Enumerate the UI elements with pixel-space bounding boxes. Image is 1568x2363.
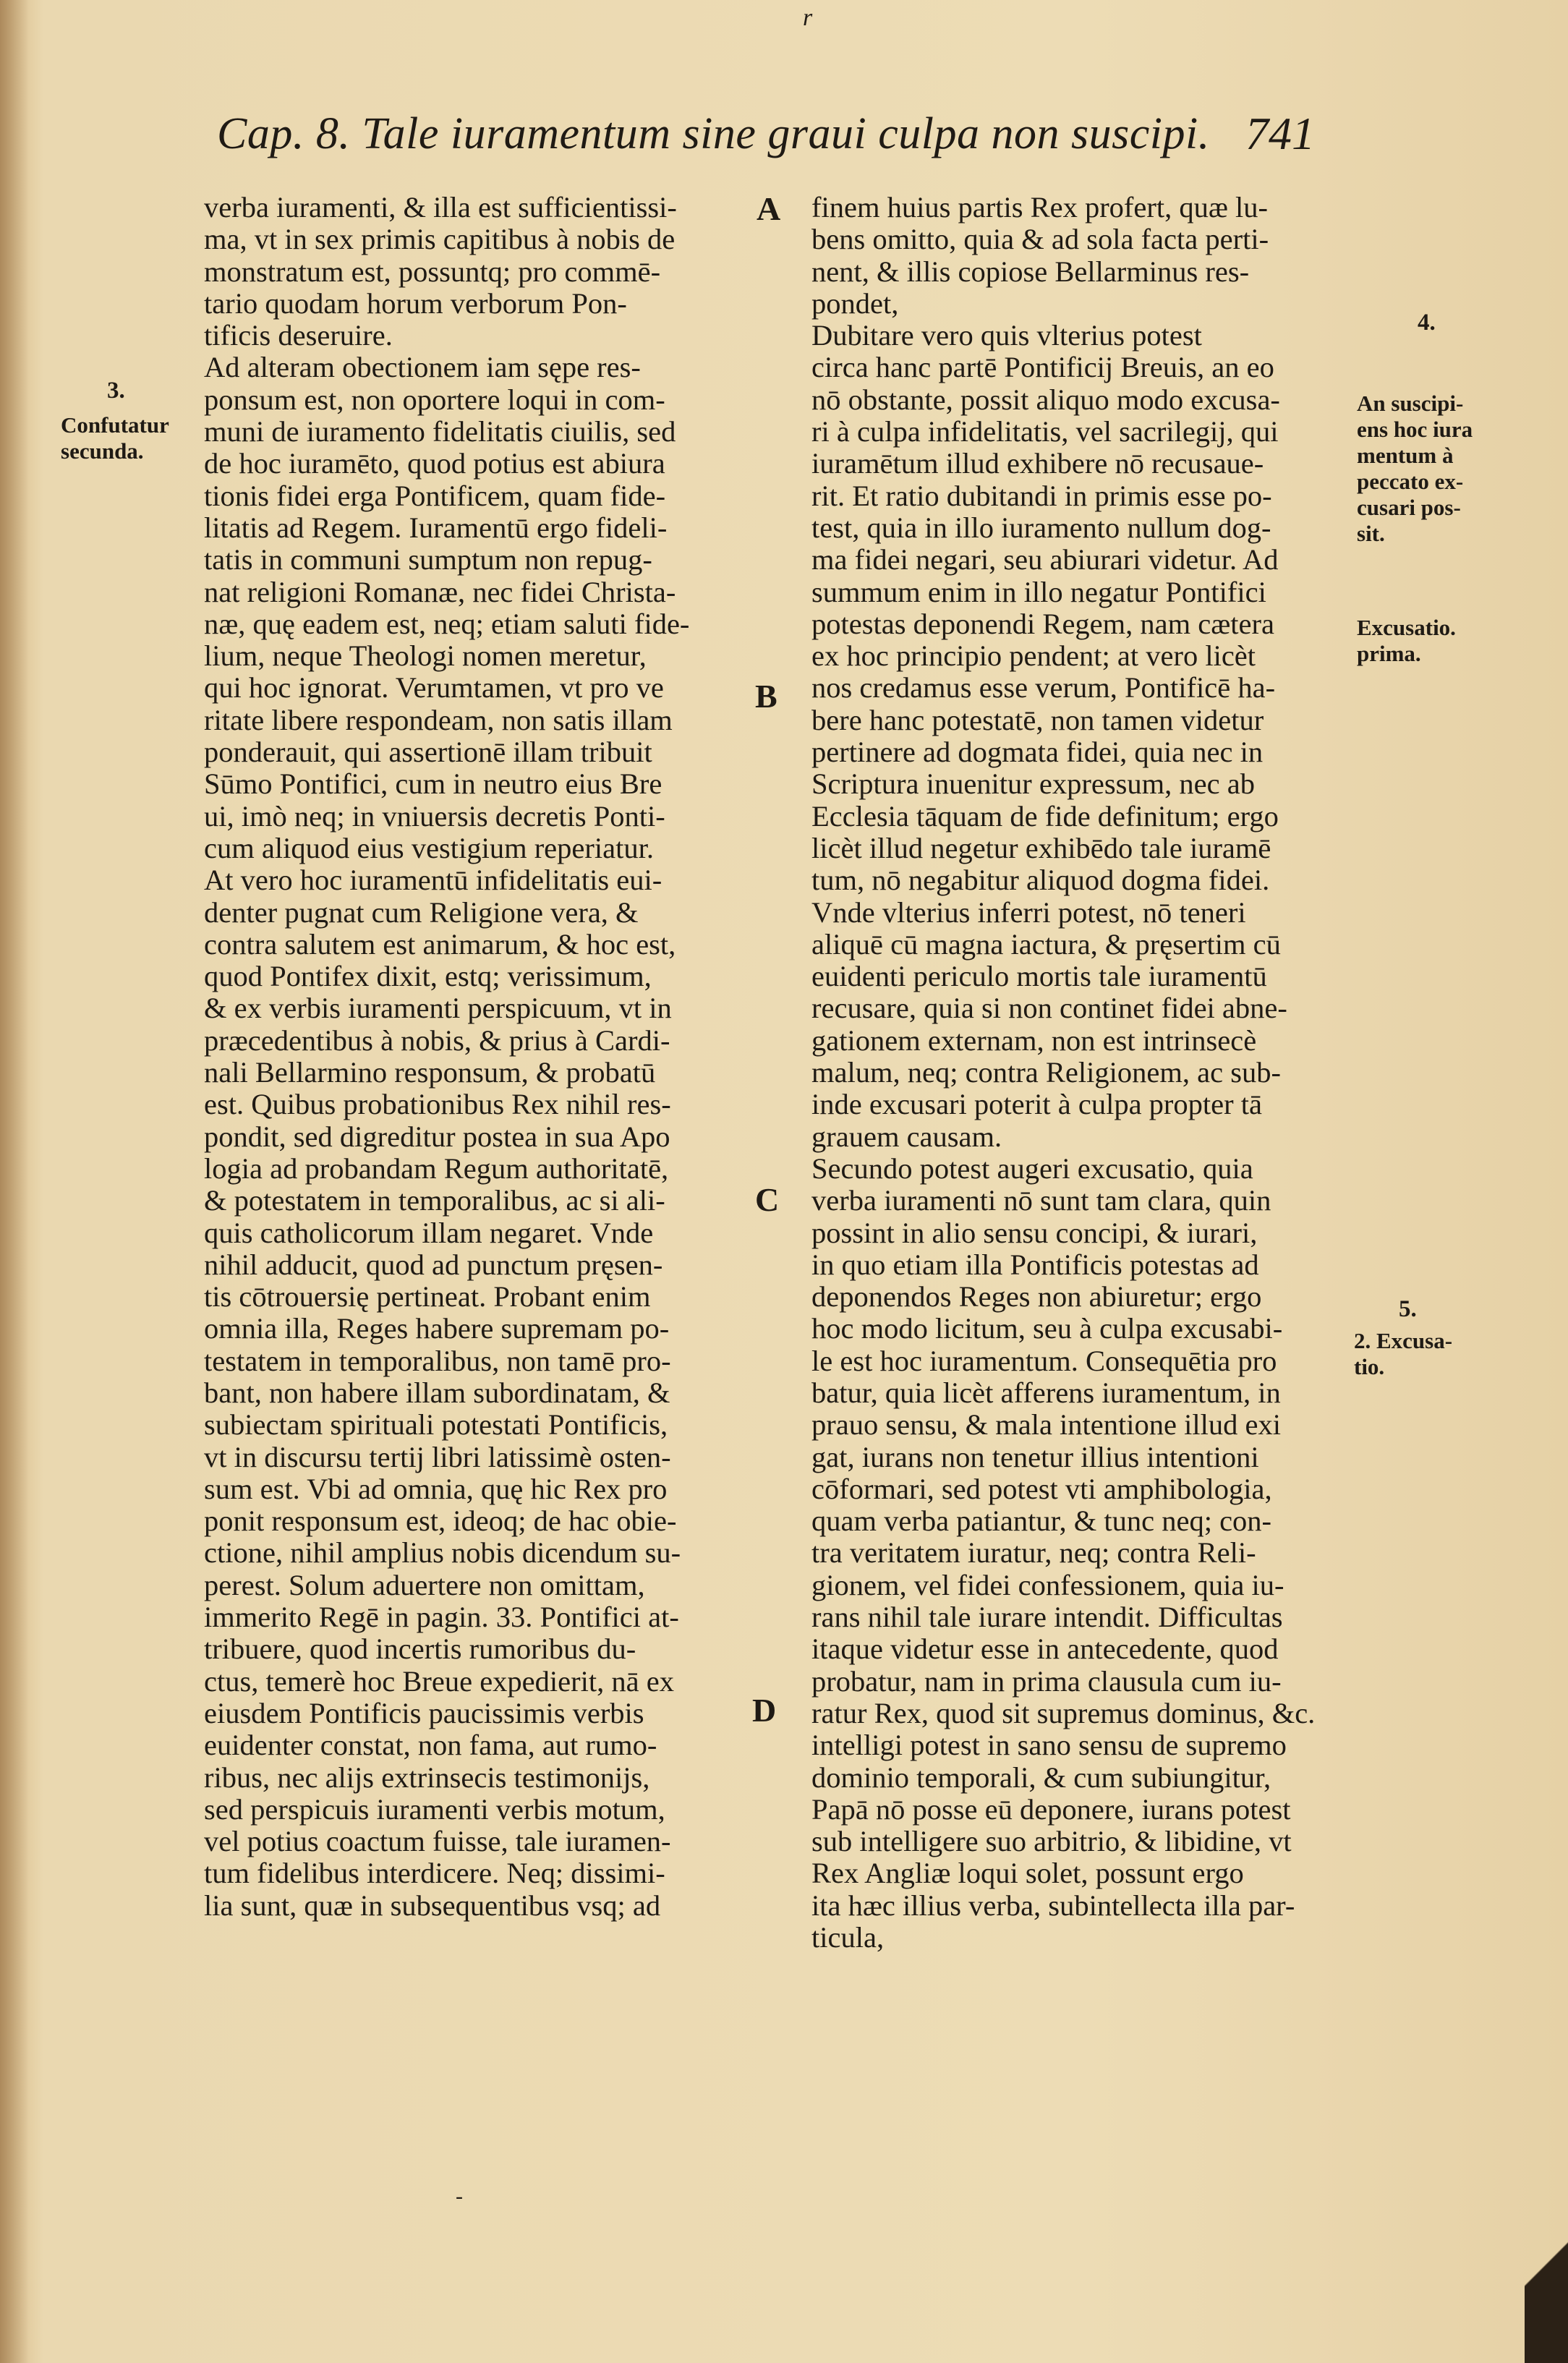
text-line: bens omitto, quia & ad sola facta perti- [811,223,1269,256]
text-line: euidenter constat, non fama, aut rumo- [204,1729,657,1762]
text-line: aliquē cū magna iactura, & pręsertim cū [811,927,1281,961]
text-line: potestas deponendi Regem, nam cætera [811,607,1274,640]
margin-note-line: peccato ex- [1357,469,1464,494]
text-line: nali Bellarmino responsum, & probatū [204,1056,656,1089]
top-mark: r [803,4,813,31]
text-line: vel potius coactum fuisse, tale iuramen- [204,1825,671,1858]
text-line: nō obstante, possit aliquo modo excusa- [811,383,1280,416]
text-line: ma, vt in sex primis capitibus à nobis de [204,223,676,256]
section-letter-c: C [755,1181,780,1218]
text-line: tionis fidei erga Pontificem, quam fide- [204,479,666,512]
text-line: immerito Regē in pagin. 33. Pontifici at- [204,1601,679,1634]
text-line: tra veritatem iuratur, neq; contra Reli- [811,1536,1256,1570]
text-line: est. Quibus probationibus Rex nihil res- [204,1088,671,1121]
margin-note-right-4 [1357,391,1473,547]
text-line: nos credamus esse verum, Pontificē ha- [811,671,1276,704]
section-letter-b: B [755,678,777,715]
text-line: & potestatem in temporalibus, ac si ali- [204,1184,665,1217]
text-line: pondit, sed digreditur postea in sua Apo [204,1120,670,1153]
gutter-shadow [0,0,29,2363]
text-line: Scriptura inuenitur expressum, nec ab [811,767,1255,801]
text-line: bere hanc potestatē, non tamen videtur [811,703,1264,736]
text-line: tario quodam horum verborum Pon- [204,286,627,320]
text-line: ponit responsum est, ideoq; de hac obie- [204,1504,677,1538]
margin-note-line: Confutatur [61,412,169,438]
text-line: rans nihil tale iurare intendit. Difficultas [811,1601,1283,1634]
text-line: ritate libere respondeam, non satis illam [204,703,673,736]
text-line: recusare, quia si non continet fidei abne- [811,992,1287,1025]
margin-note-line: mentum à [1357,443,1454,468]
margin-note-line: prima. [1357,641,1421,666]
text-line: At vero hoc iuramentū infidelitatis eui- [204,864,662,897]
margin-note-line: sit. [1357,521,1385,546]
text-line: lia sunt, quæ in subsequentibus vsq; ad [204,1889,661,1922]
margin-note-line: tio. [1354,1354,1385,1379]
text-line: Secundo potest augeri excusatio, quia [811,1151,1253,1185]
text-line: ri à culpa infidelitatis, vel sacrilegij, qui [811,415,1279,448]
text-line: quod Pontifex dixit, estq; verissimum, [204,960,652,993]
text-line: tificis deseruire. [204,319,393,352]
margin-note-line: An suscipi- [1357,391,1464,416]
text-line: gationem externam, non est intrinsecè [811,1023,1257,1057]
text-line: quam verba patiantur, & tunc neq; con- [811,1504,1272,1538]
text-line: rit. Et ratio dubitandi in primis esse po- [811,479,1272,512]
page-corner-shadow [1525,2204,1568,2363]
text-line: batur, quia licèt afferens iuramentum, in [811,1376,1281,1409]
text-line: Rex Angliæ loqui solet, possunt ergo [811,1857,1244,1890]
text-line: test, quia in illo iuramento nullum dog- [811,511,1271,544]
text-line: monstratum est, possuntq; pro commē- [204,255,661,288]
text-line: pertinere ad dogmata fidei, quia nec in [811,736,1264,769]
text-line: Ecclesia tāquam de fide definitum; ergo [811,799,1279,833]
text-line: dominio temporali, & cum subiungitur, [811,1760,1271,1794]
text-line: denter pugnat cum Religione vera, & [204,895,639,929]
text-line: næ, quę eadem est, neq; etiam saluti fide- [204,607,690,640]
text-line: nent, & illis copiose Bellarminus res- [811,255,1250,288]
text-line: præcedentibus à nobis, & prius à Cardi- [204,1023,670,1057]
text-line: de hoc iuramēto, quod potius est abiura [204,447,665,480]
running-head: Cap. 8. Tale iuramentum sine graui culpa non suscipi. [217,109,1210,158]
text-line: Sūmo Pontifici, cum in neutro eius Bre [204,767,662,801]
margin-note-line: cusari pos- [1357,495,1461,520]
text-line: litatis ad Regem. Iuramentū ergo fideli- [204,511,668,544]
text-line: hoc modo licitum, seu à culpa excusabi- [811,1312,1283,1345]
text-line: cum aliquod eius vestigium reperiatur. [204,831,654,864]
text-line: quis catholicorum illam negaret. Vnde [204,1216,654,1249]
text-line: pondet, [811,286,899,320]
text-line: summum enim in illo negatur Pontifici [811,575,1266,608]
section-letter-d: D [752,1692,777,1729]
text-line: qui hoc ignorat. Verumtamen, vt pro ve [204,671,664,704]
text-line: verba iuramenti, & illa est sufficientissi- [204,191,677,223]
text-line: Vnde vlterius inferri potest, nō teneri [811,895,1246,929]
left-text-column [204,192,743,1922]
text-line: perest. Solum aduertere non omittam, [204,1568,645,1601]
text-line: Dubitare vero quis vlterius potest [811,319,1202,352]
margin-note-line: secunda. [61,438,144,464]
text-line: omnia illa, Reges habere supremam po- [204,1312,670,1345]
text-line: sub intelligere suo arbitrio, & libidine, vt [811,1825,1292,1858]
text-line: nat religioni Romanæ, nec fidei Christa- [204,575,676,608]
text-line: tum fidelibus interdicere. Neq; dissimi- [204,1857,665,1890]
text-line: intelligi potest in sano sensu de supremo [811,1729,1287,1762]
text-line: ui, imò neq; in vniuersis decretis Ponti- [204,799,665,833]
text-line: in quo etiam illa Pontificis potestas ad [811,1248,1259,1281]
bottom-dash: - [456,2184,463,2208]
text-line: logia ad probandam Regum authoritatē, [204,1151,669,1185]
text-line: probatur, nam in prima clausula cum iu- [811,1664,1282,1698]
margin-note-left [61,412,169,464]
text-line: grauem causam. [811,1120,1002,1153]
text-line: licèt illud negetur exhibēdo tale iuramē [811,831,1271,864]
margin-number-5: 5. [1399,1296,1417,1322]
text-line: ctione, nihil amplius nobis dicendum su- [204,1536,681,1570]
text-line: ctus, temerè hoc Breue expedierit, nā ex [204,1664,674,1698]
margin-note-line: 2. Excusa- [1354,1328,1453,1353]
margin-number-4: 4. [1418,310,1436,336]
text-line: testatem in temporalibus, non tamē pro- [204,1344,671,1377]
text-line: cōformari, sed potest vti amphibologia, [811,1472,1272,1505]
text-line: Papā nō posse eū deponere, iurans potest [811,1792,1291,1826]
text-line: sed perspicuis iuramenti verbis motum, [204,1792,665,1826]
text-line: subiectam spirituali potestati Pontificis, [204,1408,668,1442]
text-line: Ad alteram obectionem iam sępe res- [204,351,641,384]
text-line: ma fidei negari, seu abiurari videtur. Ad [811,543,1279,576]
text-line: & ex verbis iuramenti perspicuum, vt in [204,992,672,1025]
text-line: bant, non habere illam subordinatam, & [204,1376,670,1409]
text-line: tatis in communi sumptum non repug- [204,543,652,576]
text-line: ratur Rex, quod sit supremus dominus, &c. [811,1696,1316,1729]
text-line: itaque videtur esse in antecedente, quod [811,1632,1279,1666]
section-letter-a: A [757,190,781,227]
text-line: tis cōtrouersię pertineat. Probant enim [204,1280,651,1314]
text-line: finem huius partis Rex profert, quæ lu- [811,191,1269,223]
text-line: iuramētum illud exhibere nō recusaue- [811,447,1264,480]
text-line: le est hoc iuramentum. Consequētia pro [811,1344,1277,1377]
text-line: contra salutem est animarum, & hoc est, [204,927,676,961]
text-line: sum est. Vbi ad omnia, quę hic Rex pro [204,1472,668,1505]
text-line: muni de iuramento fidelitatis ciuilis, sed [204,415,676,448]
text-line: ribus, nec alijs extrinsecis testimonijs, [204,1760,650,1794]
text-line: ex hoc principio pendent; at vero licèt [811,639,1256,673]
text-line: ticula, [811,1921,885,1954]
text-line: tum, nō negabitur aliquod dogma fidei. [811,864,1270,897]
text-line: tribuere, quod incertis rumoribus du- [204,1632,636,1666]
text-line: ponderauit, qui assertionē illam tribuit [204,736,652,769]
text-line: inde excusari poterit à culpa propter tā [811,1088,1262,1121]
text-line: deponendos Reges non abiuretur; ergo [811,1280,1262,1314]
text-line: gat, iurans non tenetur illius intentioni [811,1440,1259,1473]
text-line: ponsum est, non oportere loqui in com- [204,383,665,416]
folio-number: 741 [1245,108,1315,159]
margin-note-line: Excusatio. [1357,615,1456,640]
right-text-column [811,192,1361,1954]
text-line: nihil adducit, quod ad punctum pręsen- [204,1248,663,1281]
margin-note-line: ens hoc iura [1357,417,1473,442]
margin-note-excusatio [1357,615,1456,667]
text-line: gionem, vel fidei confessionem, quia iu- [811,1568,1284,1601]
text-line: euidenti periculo mortis tale iuramentū [811,960,1267,993]
text-line: lium, neque Theologi nomen meretur, [204,639,647,673]
text-line: prauo sensu, & mala intentione illud exi [811,1408,1281,1442]
text-line: malum, neq; contra Religionem, ac sub- [811,1056,1281,1089]
margin-number-3: 3. [107,378,125,404]
text-line: circa hanc partē Pontificij Breuis, an eo [811,351,1274,384]
text-line: verba iuramenti nō sunt tam clara, quin [811,1184,1271,1217]
text-line: possint in alio sensu concipi, & iurari, [811,1216,1258,1249]
margin-note-right-5 [1354,1328,1452,1380]
text-line: eiusdem Pontificis paucissimis verbis [204,1696,644,1729]
text-line: ita hæc illius verba, subintellecta illa par- [811,1889,1295,1922]
text-line: vt in discursu tertij libri latissimè osten- [204,1440,671,1473]
